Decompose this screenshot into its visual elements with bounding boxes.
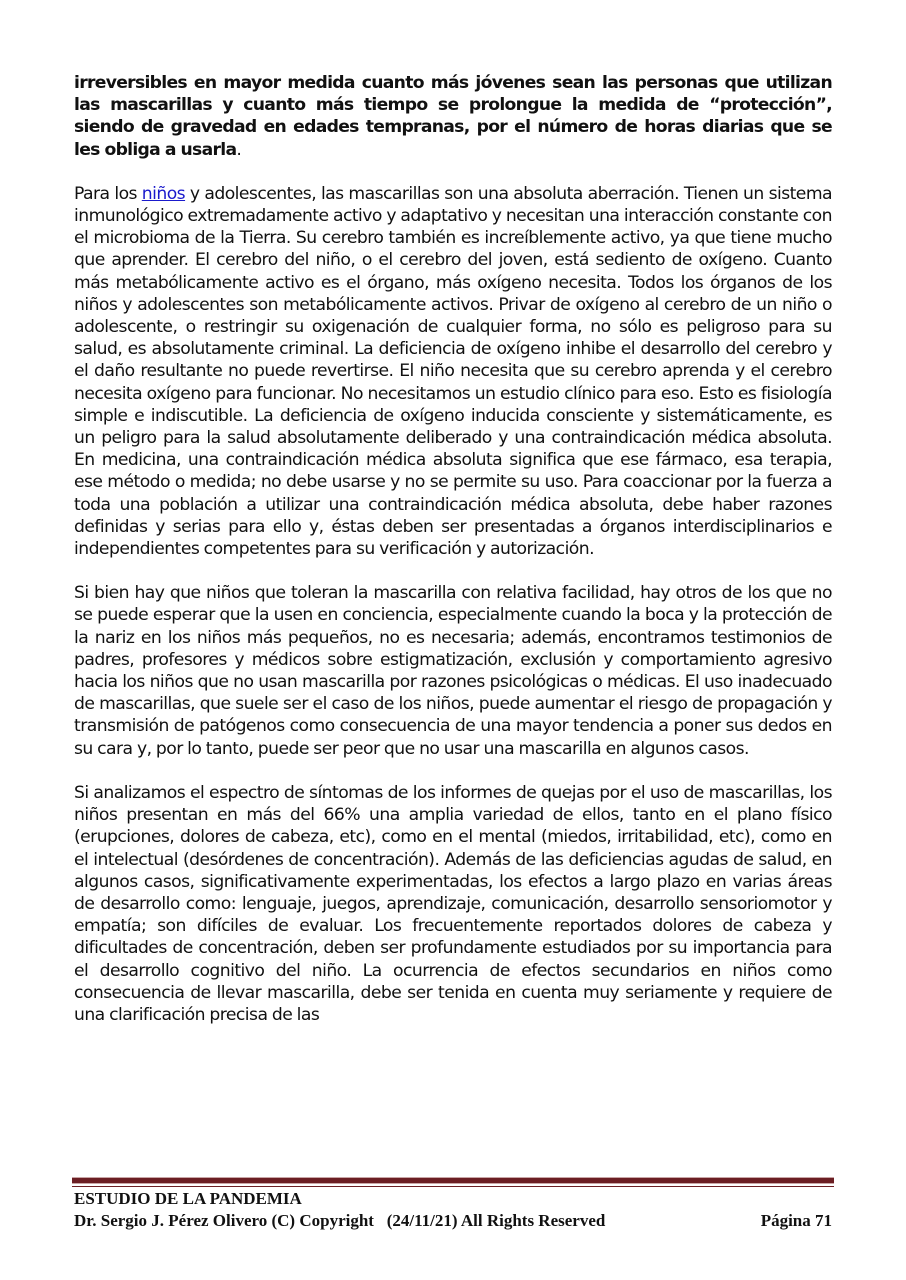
- page-number: Página 71: [760, 1211, 832, 1230]
- paragraph-text-after-link: y adolescentes, las mascarillas son una absoluta aberración. Tienen un sistema inmunológico extremadamente activo y adaptativo y necesitan una interacción constante con el microbioma de la Tierra. Su cerebro también es increíblemente activo, ya que tiene mucho que aprender. El cerebro del niño, o el cerebro del joven, está sediento de oxígeno. Cuanto más metabólicamente activo es el órgano, más oxígeno necesita. Todos los órganos de los niños y adolescentes son metabólicamente activos. Privar de oxígeno al cerebro de un niño o adolescente, o restringir su oxigenación de cualquier forma, no sólo es peligroso para su salud, es absolutamente criminal. La deficiencia de oxígeno inhibe el desarrollo del cerebro y el daño resultante no puede revertirse. El niño necesita que su cerebro aprenda y el cerebro necesita oxígeno para funcionar. No necesitamos un estudio clínico para eso. Esto es fisiología simple e indiscutible. La deficiencia de oxígeno inducida consciente y sistemáticamente, es un peligro para la salud absolutamente deliberado y una contraindicación médica absoluta. En medicina, una contraindicación médica absoluta significa que ese fármaco, esa terapia, ese método o medida; no debe usarse y no se permite su uso. Para coaccionar por la fuerza a toda una población a utilizar una contraindicación médica absoluta, debe haber razones definidas y serias para ello y, éstas deben ser presentadas a órganos interdisciplinarios e independientes competentes para su verificación y autorización.: [74, 183, 832, 560]
- paragraph-text: irreversibles en mayor medida cuanto más jóvenes sean las personas que utilizan las mascarillas y cuanto más tiempo se prolongue la medida de “protección”, siendo de gravedad en edades tempranas, por el número de horas diarias que se les obliga a usarla: [74, 73, 832, 160]
- document-body: [74, 72, 832, 1026]
- paragraph-tolerance: Si bien hay que niños que toleran la mascarilla con relativa facilidad, hay otros de los que no se puede esperar que la usen en conciencia, especialmente cuando la boca y la protección de la nariz en los niños más pequeños, no es necesaria; además, encontramos testimonios de padres, profesores y médicos sobre estigmatización, exclusión y comportamiento agresivo hacia los niños que no usan mascarilla por razones psicológicas o médicas. El uso inadecuado de mascarillas, que suele ser el caso de los niños, puede aumentar el riesgo de propagación y transmisión de patógenos como consecuencia de una mayor tendencia a poner sus dedos en su cara y, por lo tanto, puede ser peor que no usar una mascarilla en algunos casos.: [74, 583, 832, 759]
- footer-copyright: Dr. Sergio J. Pérez Olivero (C) Copyright (24/11/21) All Rights Reserved: [74, 1211, 606, 1230]
- paragraph-text-before-link: Para los: [74, 183, 142, 204]
- paragraph-bold-conclusion: [74, 72, 832, 161]
- footer-copyright-row: [74, 1210, 832, 1232]
- paragraph-trailing-period: .: [236, 139, 242, 160]
- footer-title-row: [74, 1188, 832, 1210]
- footer-title: ESTUDIO DE LA PANDEMIA: [74, 1189, 302, 1208]
- page-footer: [74, 1188, 832, 1232]
- paragraph-children-oxygen: [74, 183, 832, 560]
- paragraph-symptoms: Si analizamos el espectro de síntomas de los informes de quejas por el uso de mascarillas, los niños presentan en más del 66% una amplia variedad de ellos, tanto en el plano físico (erupciones, dolores de cabeza, etc), como en el mental (miedos, irritabilidad, etc), como en el intelectual (desórdenes de concentración). Además de las deficiencias agudas de salud, en algunos casos, significativamente experimentadas, los efectos a largo plazo en varias áreas de desarrollo como: lenguaje, juegos, aprendizaje, comunicación, desarrollo sensoriomotor y empatía; son difíciles de evaluar. Los frecuentemente reportados dolores de cabeza y dificultades de concentración, deben ser profundamente estudiados por su importancia para el desarrollo cognitivo del niño. La ocurrencia de efectos secundarios en niños como consecuencia de llevar mascarilla, debe ser tenida en cuenta muy seriamente y requiere de una clarificación precisa de las: [74, 782, 832, 1025]
- ninos-link[interactable]: niños: [141, 183, 186, 204]
- footer-divider: [72, 1177, 834, 1184]
